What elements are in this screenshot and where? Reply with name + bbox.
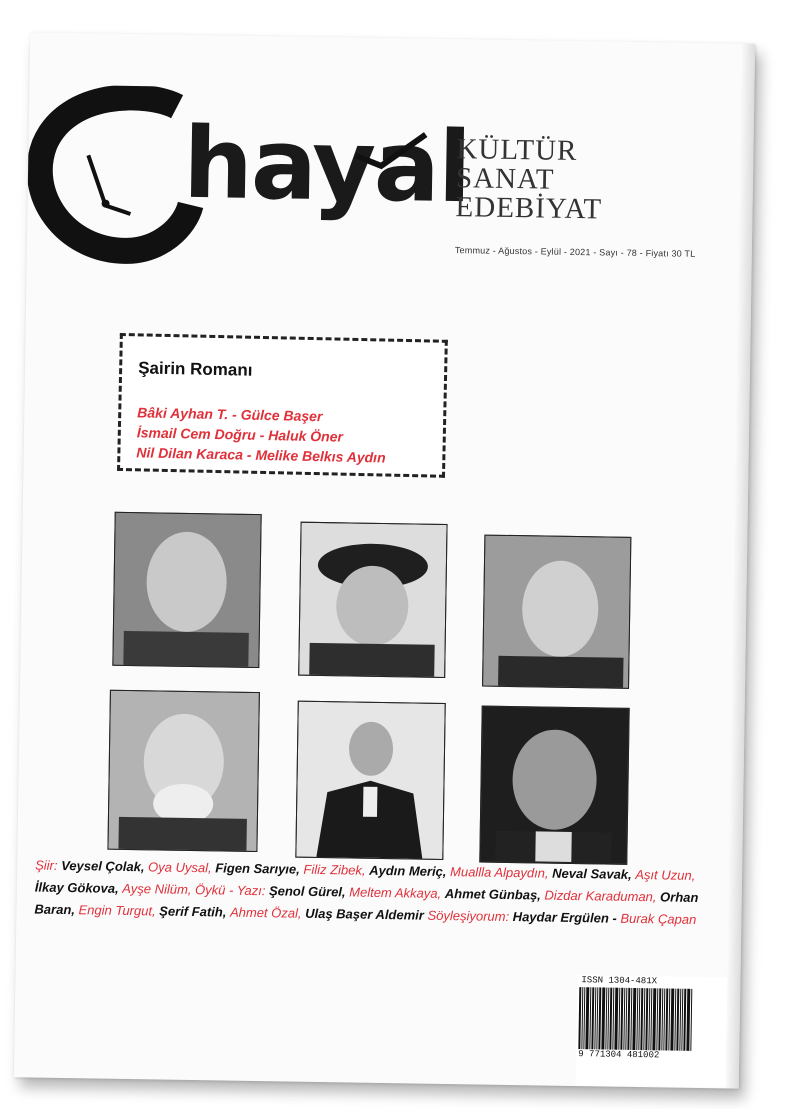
feature-box xyxy=(117,333,448,478)
contributor-name: Veysel Çolak, xyxy=(61,857,149,875)
subtitle-line: SANAT xyxy=(455,162,555,196)
brand-name: hayal xyxy=(182,106,471,226)
contents-list xyxy=(34,855,725,932)
contributor-name: Filiz Zibek, xyxy=(303,861,370,878)
magazine-cover xyxy=(14,32,755,1088)
portrait-photo xyxy=(298,522,447,678)
contributor-name: Figen Sarıyıe, xyxy=(215,860,304,877)
feature-name: Bâki Ayhan T. - Gülce Başer xyxy=(137,404,323,425)
contributor-name: Haydar Ergülen xyxy=(512,909,613,926)
contributor-name: Burak Çapan xyxy=(620,910,697,927)
contributor-name: Şerif Fatih, xyxy=(159,903,231,920)
feature-title: Şairin Romanı xyxy=(137,358,253,380)
subtitle-line: KÜLTÜR xyxy=(456,133,578,167)
barcode-number: 9 771304 481002 xyxy=(578,1049,660,1061)
section-label: Söyleşiyorum: xyxy=(427,907,513,925)
contributor-name: Aşıt Uzun, xyxy=(635,866,696,883)
contributor-name: Ulaş Başer Aldemir xyxy=(305,905,428,923)
contributor-name: Ahmet Özal, xyxy=(229,904,306,921)
contributor-name: Ayşe Nilüm, xyxy=(122,880,196,898)
portrait-photo xyxy=(112,512,261,668)
contributor-name: Öykü - Yazı: xyxy=(194,882,270,899)
feature-name: İsmail Cem Doğru - Haluk Öner xyxy=(136,424,344,445)
issue-line: Temmuz - Ağustos - Eylül - 2021 - Sayı - 78 - Fiyatı 30 TL xyxy=(454,245,696,259)
contributor-name: Neval Savak, xyxy=(552,865,636,882)
contributor-name: Orhan Baran, xyxy=(34,889,699,918)
contributor-name: Oya Uysal, xyxy=(148,859,216,876)
contributor-name: Muallla Alpaydın, xyxy=(449,864,553,881)
portrait-photo xyxy=(107,690,259,852)
portrait-photo xyxy=(295,701,445,860)
contributor-name: Ahmet Günbaş, xyxy=(444,885,545,903)
portrait-photo xyxy=(482,535,631,689)
barcode-bars xyxy=(576,987,727,1051)
subtitle-line: EDEBİYAT xyxy=(455,191,603,226)
separator: - xyxy=(612,910,621,926)
feature-name: Nil Dilan Karaca - Melike Belkıs Aydın xyxy=(136,444,386,466)
contributor-name: Dizdar Karaduman, xyxy=(544,887,661,905)
contributor-name: İlkay Gökova, xyxy=(34,879,123,896)
portrait-photo xyxy=(479,706,629,865)
feature-names xyxy=(136,402,386,467)
contributor-name: Engin Turgut, xyxy=(78,902,160,919)
contributor-name: Şenol Gürel, xyxy=(268,883,350,900)
barcode-bar xyxy=(690,989,692,1051)
circumflex-mark xyxy=(351,129,430,170)
isbn-number: ISSN 1304-481X xyxy=(581,975,658,987)
contributor-name: Aydın Meriç, xyxy=(369,862,451,880)
barcode xyxy=(576,975,728,1087)
section-label: Şiir: xyxy=(35,857,62,873)
contributor-name: Meltem Akkaya, xyxy=(349,884,445,901)
subtitle xyxy=(455,135,603,224)
